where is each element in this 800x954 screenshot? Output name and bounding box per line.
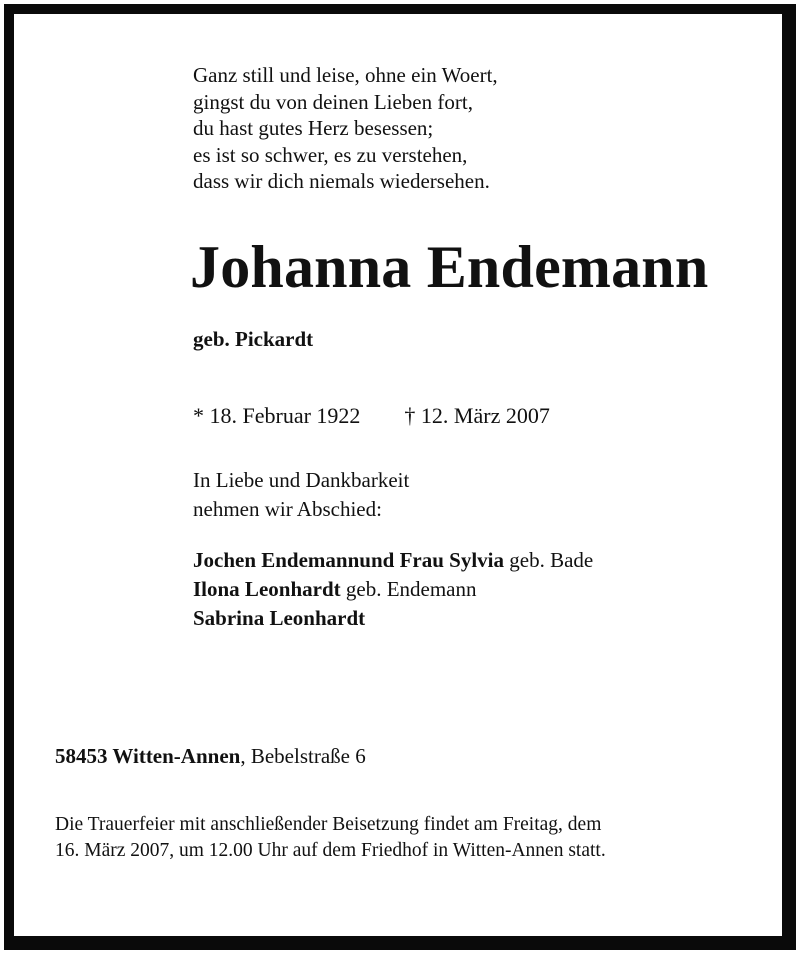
address-street: , Bebelstraße 6 xyxy=(240,744,366,768)
funeral-service-info xyxy=(55,812,606,864)
memorial-poem xyxy=(193,62,498,195)
poem-line: es ist so schwer, es zu verstehen, xyxy=(193,142,468,167)
death-date: † 12. März 2007 xyxy=(404,403,550,428)
mourner-name: Ilona Leonhardt xyxy=(193,577,341,601)
service-line: Die Trauerfeier mit anschließender Beisetzung findet am Freitag, dem xyxy=(55,814,602,835)
family-address xyxy=(55,742,366,770)
farewell-line: In Liebe und Dankbarkeit xyxy=(193,468,410,492)
mourner-name: Jochen Endemannund Frau Sylvia xyxy=(193,548,505,572)
poem-line: du hast gutes Herz besessen; xyxy=(193,116,434,140)
service-line: 16. März 2007, um 12.00 Uhr auf dem Friedhof in Witten-Annen statt. xyxy=(55,840,606,861)
mourner-entry xyxy=(193,604,593,633)
mourner-note: geb. Endemann xyxy=(340,577,477,601)
mourner-entry xyxy=(193,546,593,575)
mourner-entry xyxy=(193,575,593,604)
mourner-name: Sabrina Leonhardt xyxy=(193,606,366,630)
birth-date: * 18. Februar 1922 xyxy=(193,403,361,428)
poem-line: Ganz still und leise, ohne ein Woert, xyxy=(193,63,498,87)
address-city: 58453 Witten-Annen xyxy=(55,744,241,768)
life-dates xyxy=(193,401,550,431)
mourners-list xyxy=(193,546,593,633)
maiden-name: geb. Pickardt xyxy=(193,327,314,351)
poem-line: dass wir dich niemals wiedersehen. xyxy=(193,169,490,193)
farewell-line: nehmen wir Abschied: xyxy=(193,497,382,521)
farewell-text xyxy=(193,466,409,524)
poem-line: gingst du von deinen Lieben fort, xyxy=(193,89,473,114)
deceased-name: Johanna Endemann xyxy=(190,234,709,300)
mourner-note: geb. Bade xyxy=(504,548,594,572)
